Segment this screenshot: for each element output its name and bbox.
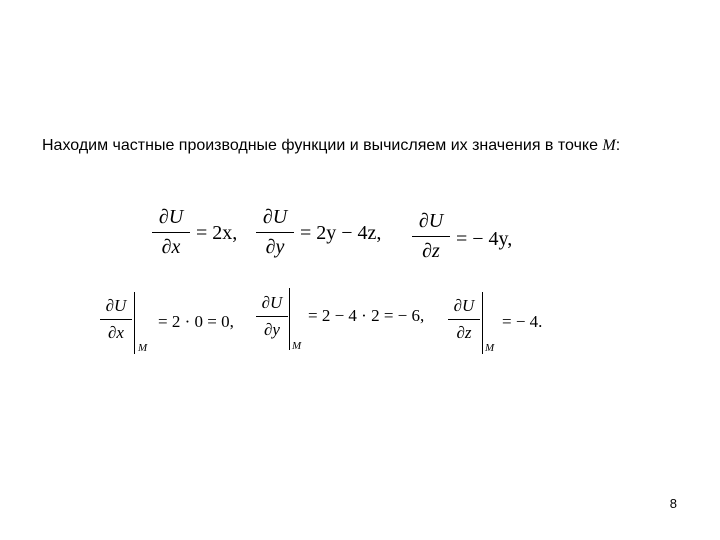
value-fraction-y: ∂U ∂y [256,293,288,340]
evaluation-bar-x [134,292,135,354]
value-fraction-z: ∂U ∂z [448,296,480,343]
derivative-value-y: = 2y − 4z, [300,222,382,244]
point-label: M [602,137,616,154]
value-at-m-z: = − 4. [502,312,543,331]
intro-colon: : [615,137,621,154]
derivative-value-x: = 2x, [196,222,238,244]
intro-text: Находим частные производные функции и вычисляем их значения в точке [42,137,603,154]
evaluation-bar-y [289,288,290,350]
value-fraction-x: ∂U ∂x [100,296,132,343]
point-subscript-z: M [485,342,495,354]
evaluation-bar-z [482,292,483,354]
derivative-fraction-z: ∂U ∂z [412,210,450,263]
derivative-value-z: = − 4y, [456,228,513,250]
point-subscript-y: M [292,340,302,352]
page-number: 8 [669,496,677,511]
intro-paragraph [42,132,662,159]
value-at-m-x: = 2 · 0 = 0, [158,312,234,331]
derivative-fraction-x: ∂U ∂x [152,206,190,259]
value-at-m-y: = 2 − 4 · 2 = − 6, [308,306,425,325]
point-subscript-x: M [138,342,148,354]
derivative-fraction-y: ∂U ∂y [256,206,294,259]
